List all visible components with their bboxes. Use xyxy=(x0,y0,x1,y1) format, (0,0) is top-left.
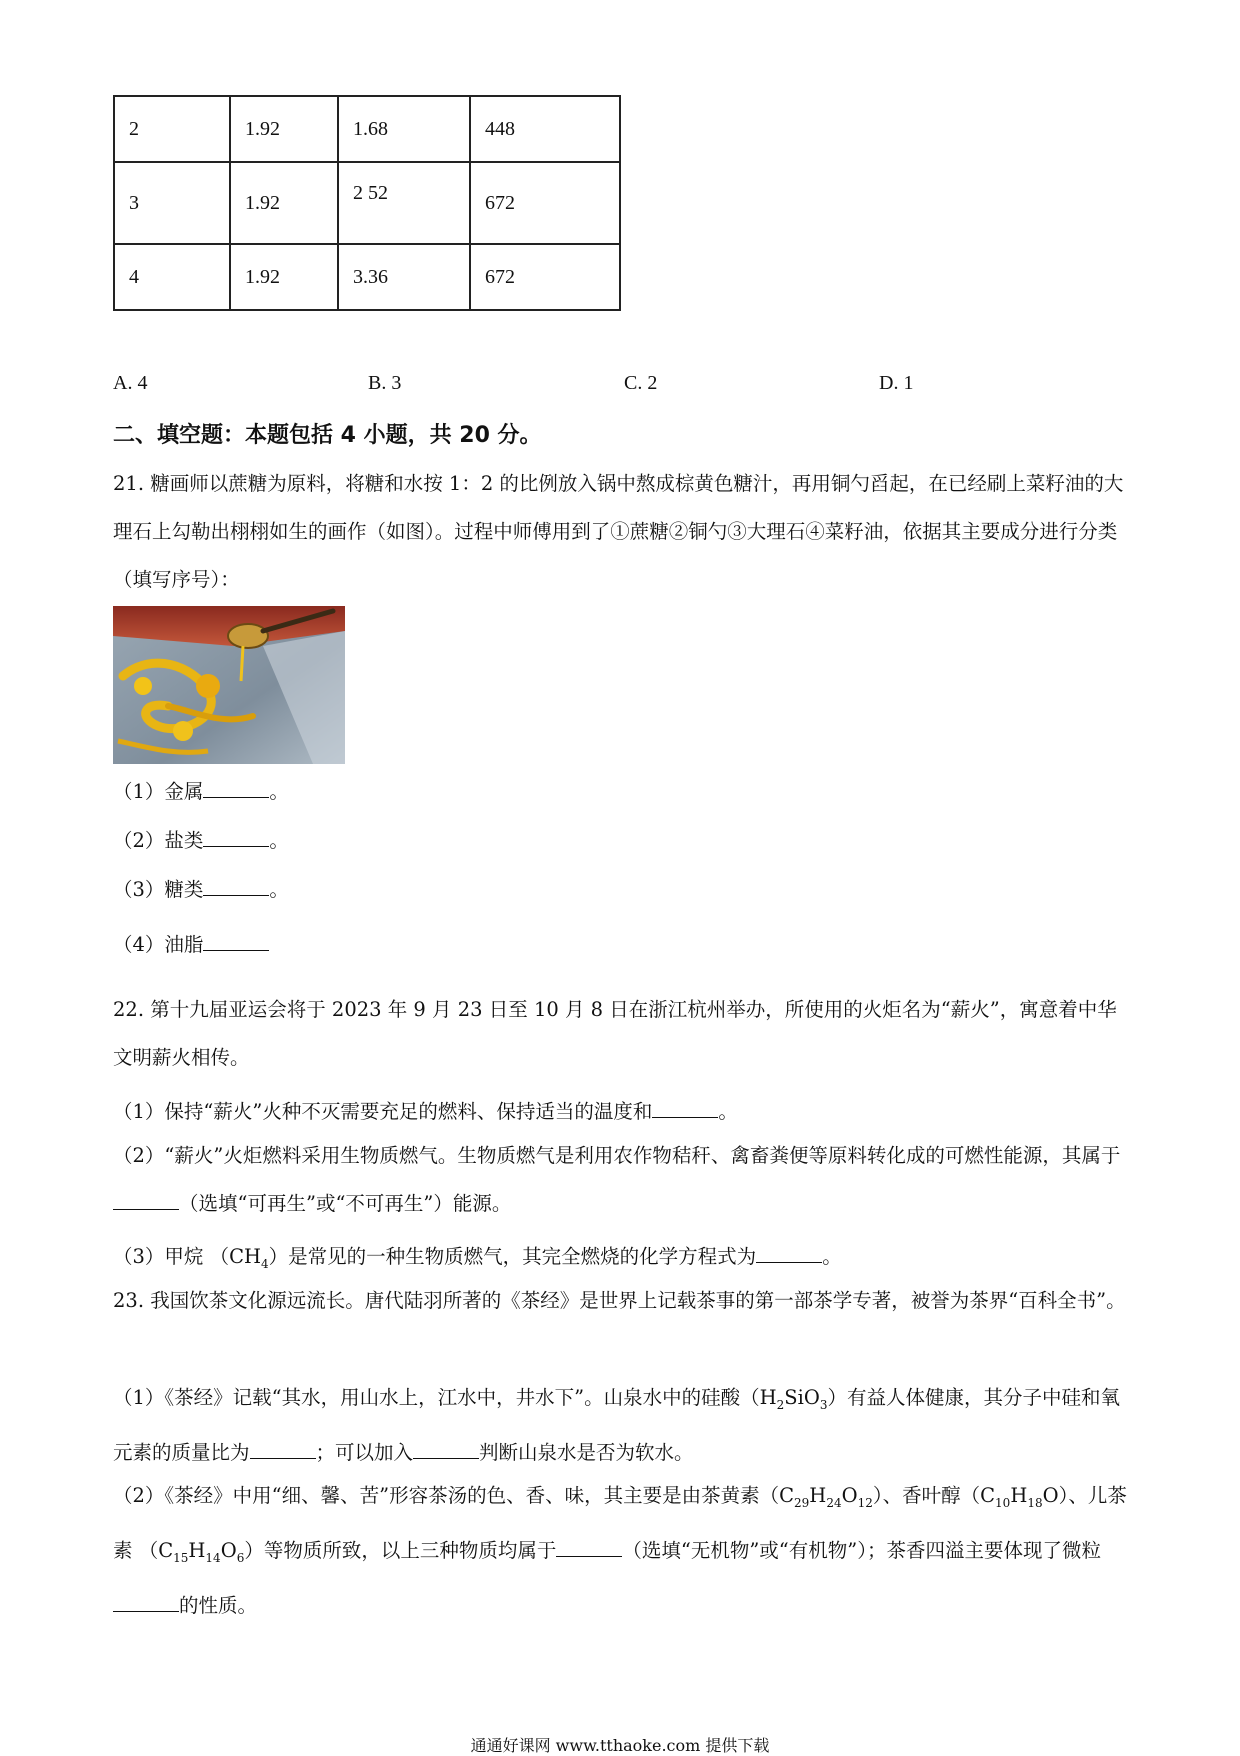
text: ；可以加入 xyxy=(315,1440,414,1464)
text: （3）甲烷 （CH xyxy=(113,1245,262,1268)
subscript: 6 xyxy=(236,1550,245,1565)
question-22-sub-2 xyxy=(113,1132,1133,1228)
text: 判断山泉水是否为软水。 xyxy=(479,1440,694,1464)
text: O xyxy=(220,1538,237,1562)
text: ）有益人体健康，其分子中硅和氧元素的质量比为 xyxy=(113,1386,1120,1464)
option-c: C. 2 xyxy=(624,372,658,394)
table-cell: 1.92 xyxy=(230,162,338,244)
sub-end: 。 xyxy=(269,780,289,803)
option-a: A. 4 xyxy=(113,372,148,394)
table-row xyxy=(114,162,620,244)
text: 的性质。 xyxy=(179,1593,258,1617)
subscript: 18 xyxy=(1027,1495,1043,1510)
page-footer: 通通好课网 www.tthaoke.com 提供下载 xyxy=(470,1736,770,1755)
table-cell-text: 2 52 xyxy=(353,181,388,204)
section-heading: 二、填空题：本题包括 4 小题，共 20 分。 xyxy=(113,423,542,448)
answer-blank[interactable] xyxy=(203,930,269,951)
table-cell xyxy=(338,162,470,244)
text: ）等物质所致，以上三种物质均属于 xyxy=(244,1538,557,1562)
table-cell: 672 xyxy=(470,244,620,310)
text: H xyxy=(809,1484,827,1507)
answer-blank[interactable] xyxy=(413,1438,479,1459)
subscript: 15 xyxy=(173,1550,189,1565)
sugar-dragon-image xyxy=(113,606,345,764)
subscript: 3 xyxy=(819,1397,828,1412)
subscript: 29 xyxy=(794,1495,810,1510)
option-b: B. 3 xyxy=(368,372,402,394)
sub-end: 。 xyxy=(269,829,289,852)
answer-blank[interactable] xyxy=(203,826,269,847)
answer-blank[interactable] xyxy=(113,1189,179,1210)
text: （选填“无机物”或“有机物”）；茶香四溢主要体现了微粒 xyxy=(622,1538,1101,1562)
text: SiO xyxy=(784,1386,820,1409)
text: O xyxy=(841,1484,858,1507)
question-21-sub-2 xyxy=(113,825,289,853)
question-22-stem: 22. 第十九届亚运会将于 2023 年 9 月 23 日至 10 月 8 日在浙江杭州举办，所使用的火炬名为“薪火”，寓意着中华文明薪火相传。 xyxy=(113,998,1117,1069)
table-row xyxy=(114,96,620,162)
table-cell: 1.68 xyxy=(338,96,470,162)
answer-blank[interactable] xyxy=(203,777,269,798)
text: 。 xyxy=(822,1245,842,1268)
table-cell: 672 xyxy=(470,162,620,244)
text: （1）《茶经》记载“其水，用山水上，江水中，井水下”。山泉水中的硅酸（H xyxy=(113,1386,777,1409)
sub-label: （2）盐类 xyxy=(113,829,204,852)
data-table xyxy=(113,95,621,311)
sugar-painting-photo xyxy=(113,606,345,764)
text: ）是常见的一种生物质燃气，其完全燃烧的化学方程式为 xyxy=(268,1245,757,1268)
text: H xyxy=(188,1538,206,1562)
question-22-sub-3 xyxy=(113,1241,842,1271)
table-cell: 2 xyxy=(114,96,230,162)
text: 。 xyxy=(718,1100,738,1123)
text: （选填“可再生”或“不可再生”）能源。 xyxy=(179,1192,512,1215)
text: （1）保持“薪火”火种不灭需要充足的燃料、保持适当的温度和 xyxy=(113,1100,653,1123)
table-cell: 3.36 xyxy=(338,244,470,310)
subscript: 2 xyxy=(776,1397,785,1412)
answer-blank[interactable] xyxy=(250,1438,316,1459)
text: （2）“薪火”火炬燃料采用生物质燃气。生物质燃气是利用农作物秸秆、禽畜粪便等原料转化成的可燃性能源，其属于 xyxy=(113,1144,1121,1167)
question-21-sub-3 xyxy=(113,874,289,902)
answer-blank[interactable] xyxy=(113,1591,179,1612)
question-21-sub-4 xyxy=(113,929,269,957)
subscript: 4 xyxy=(261,1256,269,1271)
question-21-sub-1 xyxy=(113,776,289,804)
subscript: 24 xyxy=(826,1495,842,1510)
answer-blank[interactable] xyxy=(203,875,269,896)
sub-label: （4）油脂 xyxy=(113,933,204,956)
sub-label: （1）金属 xyxy=(113,780,204,803)
answer-blank[interactable] xyxy=(756,1242,822,1263)
sub-label: （3）糖类 xyxy=(113,878,204,901)
answer-blank[interactable] xyxy=(556,1536,622,1557)
text: ）、香叶醇（C xyxy=(872,1484,996,1507)
table-cell: 4 xyxy=(114,244,230,310)
table-row xyxy=(114,244,620,310)
subscript: 12 xyxy=(857,1495,873,1510)
option-d: D. 1 xyxy=(879,372,914,394)
question-23-stem: 23. 我国饮茶文化源远流长。唐代陆羽所著的《茶经》是世界上记载茶事的第一部茶学专著，被誉为茶界“百科全书”。 xyxy=(113,1289,1126,1312)
question-23-sub-1 xyxy=(113,1374,1133,1477)
table-cell: 448 xyxy=(470,96,620,162)
answer-options xyxy=(113,372,1013,402)
text: O）、儿茶素 （C xyxy=(113,1484,1127,1562)
table-cell: 3 xyxy=(114,162,230,244)
text: H xyxy=(1010,1484,1028,1507)
answer-blank[interactable] xyxy=(652,1097,718,1118)
subscript: 10 xyxy=(995,1495,1011,1510)
table-cell: 1.92 xyxy=(230,96,338,162)
table-cell: 1.92 xyxy=(230,244,338,310)
question-22-sub-1 xyxy=(113,1096,738,1124)
subscript: 14 xyxy=(205,1550,221,1565)
sub-end: 。 xyxy=(269,878,289,901)
question-21-stem: 21. 糖画师以蔗糖为原料，将糖和水按 1：2 的比例放入锅中熬成棕黄色糖汁，再用铜勺舀起，在已经刷上菜籽油的大理石上勾勒出栩栩如生的画作（如图）。过程中师傅用到了①蔗糖②铜勺③大理石④菜籽油，依据其主要成分进行分类（填写序号）： xyxy=(113,472,1124,591)
question-23-sub-2 xyxy=(113,1472,1133,1630)
text: （2）《茶经》中用“细、馨、苦”形容茶汤的色、香、味，其主要是由茶黄素（C xyxy=(113,1484,795,1507)
